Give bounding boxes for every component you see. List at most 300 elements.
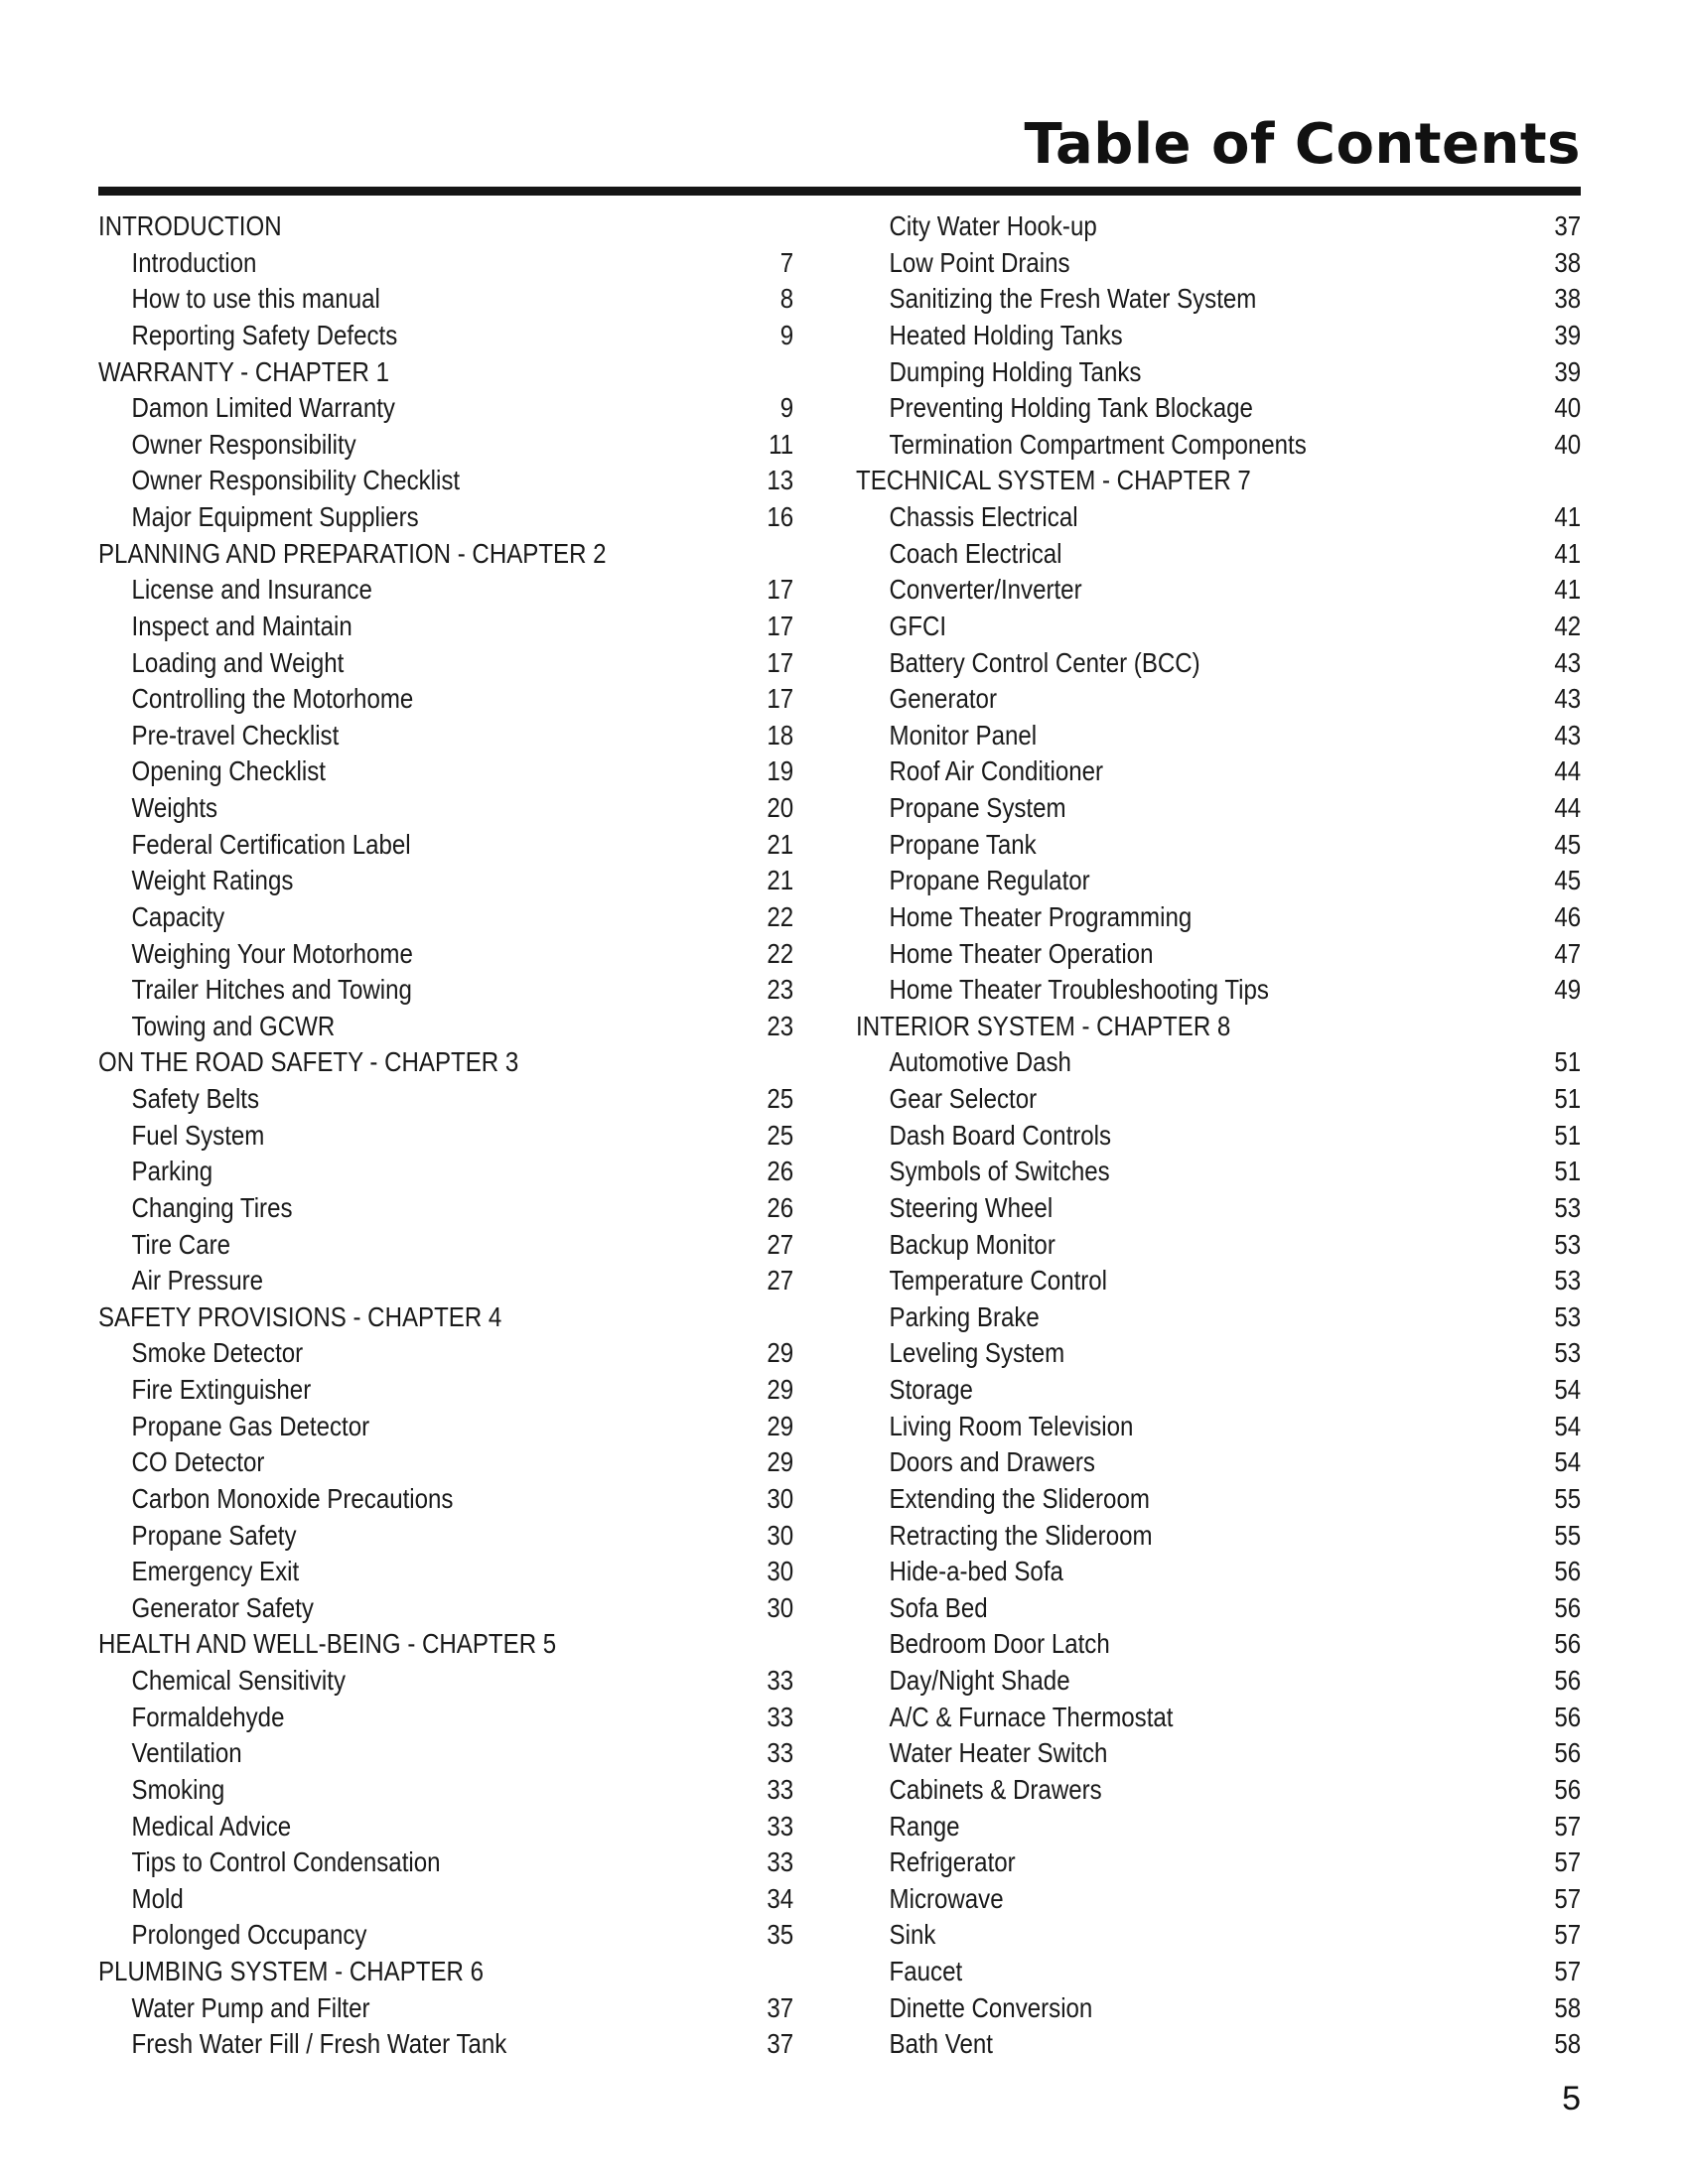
toc-entry[interactable] bbox=[98, 1663, 793, 1700]
entry-title: Medical Advice bbox=[131, 1810, 292, 1842]
entry-page-number: 56 bbox=[1554, 1628, 1582, 1660]
entry-title: Generator Safety bbox=[131, 1591, 314, 1623]
toc-entry[interactable] bbox=[856, 1663, 1581, 1700]
entry-page-number: 33 bbox=[767, 1665, 794, 1696]
toc-entry[interactable] bbox=[856, 245, 1581, 282]
toc-entry[interactable] bbox=[856, 972, 1581, 1009]
toc-entry[interactable] bbox=[98, 609, 793, 645]
entry-page-number: 55 bbox=[1554, 1482, 1582, 1514]
entry-title: Emergency Exit bbox=[131, 1556, 300, 1587]
entry-title: Ventilation bbox=[131, 1737, 242, 1769]
toc-entry[interactable] bbox=[856, 1227, 1581, 1264]
entry-page-number: 51 bbox=[1554, 1156, 1582, 1187]
entry-page-number: 30 bbox=[767, 1556, 794, 1587]
entry-page-number: 27 bbox=[767, 1265, 794, 1297]
entry-title: Storage bbox=[889, 1374, 973, 1405]
entry-title: Owner Responsibility bbox=[131, 428, 356, 460]
toc-entry[interactable] bbox=[856, 1554, 1581, 1590]
page-title: Table of Contents bbox=[1024, 112, 1581, 177]
entry-title: Weighing Your Motorhome bbox=[131, 937, 413, 969]
toc-chapter-heading[interactable] bbox=[98, 536, 793, 573]
toc-entry[interactable] bbox=[856, 753, 1581, 790]
entry-page-number: 53 bbox=[1554, 1337, 1582, 1369]
entry-page-number: 17 bbox=[767, 574, 794, 606]
entry-page-number: 53 bbox=[1554, 1300, 1582, 1332]
entry-title: Automotive Dash bbox=[889, 1046, 1071, 1078]
entry-title: Fresh Water Fill / Fresh Water Tank bbox=[131, 2028, 507, 2060]
toc-entry[interactable] bbox=[856, 1917, 1581, 1954]
entry-page-number: 25 bbox=[767, 1083, 794, 1114]
toc-entry[interactable] bbox=[98, 318, 793, 354]
entry-page-number: 46 bbox=[1554, 900, 1582, 932]
entry-title: Roof Air Conditioner bbox=[889, 755, 1104, 787]
entry-page-number: 51 bbox=[1554, 1083, 1582, 1114]
entry-page-number: 22 bbox=[767, 900, 794, 932]
entry-page-number: 57 bbox=[1554, 1882, 1582, 1914]
entry-page-number: 39 bbox=[1554, 355, 1582, 387]
entry-page-number: 30 bbox=[767, 1591, 794, 1623]
toc-entry[interactable] bbox=[856, 645, 1581, 682]
entry-title: Sink bbox=[889, 1919, 936, 1951]
chapter-title: PLANNING AND PREPARATION - CHAPTER 2 bbox=[98, 537, 607, 569]
chapter-title: ON THE ROAD SAFETY - CHAPTER 3 bbox=[98, 1046, 519, 1078]
chapter-title: HEALTH AND WELL-BEING - CHAPTER 5 bbox=[98, 1628, 557, 1660]
toc-entry[interactable] bbox=[856, 681, 1581, 718]
entry-title: Faucet bbox=[889, 1956, 963, 1986]
chapter-title: INTERIOR SYSTEM - CHAPTER 8 bbox=[856, 1010, 1231, 1041]
toc-entry[interactable] bbox=[98, 2026, 793, 2063]
entry-title: Converter/Inverter bbox=[889, 574, 1082, 606]
entry-title: Home Theater Troubleshooting Tips bbox=[889, 974, 1269, 1006]
toc-entry[interactable] bbox=[98, 1227, 793, 1264]
entry-page-number: 44 bbox=[1554, 792, 1582, 823]
entry-page-number: 41 bbox=[1554, 537, 1582, 569]
entry-page-number: 42 bbox=[1554, 610, 1582, 641]
entry-page-number: 56 bbox=[1554, 1591, 1582, 1623]
entry-page-number: 18 bbox=[767, 719, 794, 751]
toc-chapter-heading[interactable] bbox=[98, 1954, 793, 1990]
entry-page-number: 40 bbox=[1554, 428, 1582, 460]
entry-title: Fire Extinguisher bbox=[131, 1374, 312, 1405]
chapter-title: PLUMBING SYSTEM - CHAPTER 6 bbox=[98, 1956, 485, 1986]
entry-page-number: 23 bbox=[767, 974, 794, 1006]
toc-entry[interactable] bbox=[98, 572, 793, 609]
entry-page-number: 56 bbox=[1554, 1556, 1582, 1587]
toc-chapter-heading[interactable] bbox=[98, 1626, 793, 1663]
toc-entry[interactable] bbox=[98, 281, 793, 318]
entry-title: Gear Selector bbox=[889, 1083, 1038, 1114]
entry-page-number: 11 bbox=[769, 428, 794, 460]
entry-title: Dumping Holding Tanks bbox=[889, 355, 1142, 387]
toc-entry[interactable] bbox=[98, 753, 793, 790]
entry-title: Refrigerator bbox=[889, 1846, 1016, 1878]
toc-entry[interactable] bbox=[856, 1444, 1581, 1481]
entry-title: Propane System bbox=[889, 792, 1066, 823]
entry-page-number: 58 bbox=[1554, 2028, 1582, 2060]
entry-title: Living Room Television bbox=[889, 1410, 1134, 1441]
entry-title: Generator bbox=[889, 683, 997, 715]
entry-page-number: 44 bbox=[1554, 755, 1582, 787]
entry-page-number: 7 bbox=[779, 246, 794, 278]
entry-page-number: 45 bbox=[1554, 865, 1582, 896]
entry-page-number: 49 bbox=[1554, 974, 1582, 1006]
entry-page-number: 56 bbox=[1554, 1665, 1582, 1696]
entry-title: Inspect and Maintain bbox=[131, 610, 352, 641]
entry-title: Propane Gas Detector bbox=[131, 1410, 370, 1441]
entry-title: Chassis Electrical bbox=[889, 501, 1078, 532]
entry-title: Smoke Detector bbox=[131, 1337, 304, 1369]
toc-entry[interactable] bbox=[856, 354, 1581, 391]
entry-title: Steering Wheel bbox=[889, 1191, 1054, 1223]
toc-entry[interactable] bbox=[98, 972, 793, 1009]
toc-left-column bbox=[98, 208, 793, 2063]
entry-page-number: 30 bbox=[767, 1519, 794, 1551]
entry-page-number: 33 bbox=[767, 1810, 794, 1842]
entry-title: Coach Electrical bbox=[889, 537, 1062, 569]
toc-entry[interactable] bbox=[856, 1263, 1581, 1299]
toc-entry[interactable] bbox=[856, 1118, 1581, 1155]
entry-page-number: 34 bbox=[767, 1882, 794, 1914]
entry-page-number: 55 bbox=[1554, 1519, 1582, 1551]
entry-title: Weight Ratings bbox=[131, 865, 294, 896]
entry-title: Towing and GCWR bbox=[131, 1010, 336, 1041]
entry-page-number: 17 bbox=[767, 610, 794, 641]
entry-page-number: 47 bbox=[1554, 937, 1582, 969]
toc-entry[interactable] bbox=[98, 1700, 793, 1736]
entry-page-number: 25 bbox=[767, 1119, 794, 1151]
entry-page-number: 22 bbox=[767, 937, 794, 969]
entry-title: Range bbox=[889, 1810, 960, 1842]
toc-entry[interactable] bbox=[98, 1518, 793, 1555]
entry-page-number: 37 bbox=[767, 1991, 794, 2023]
entry-page-number: 43 bbox=[1554, 719, 1582, 751]
entry-title: A/C & Furnace Thermostat bbox=[889, 1701, 1174, 1732]
entry-title: Owner Responsibility Checklist bbox=[131, 465, 461, 496]
entry-title: Prolonged Occupancy bbox=[131, 1919, 367, 1951]
toc-entry[interactable] bbox=[856, 427, 1581, 464]
entry-title: Propane Tank bbox=[889, 828, 1037, 860]
entry-title: Water Heater Switch bbox=[889, 1737, 1108, 1769]
toc-entry[interactable] bbox=[98, 1809, 793, 1845]
toc-entry[interactable] bbox=[98, 936, 793, 973]
entry-page-number: 43 bbox=[1554, 646, 1582, 678]
entry-page-number: 20 bbox=[767, 792, 794, 823]
entry-title: Backup Monitor bbox=[889, 1228, 1055, 1260]
toc-entry[interactable] bbox=[856, 1954, 1581, 1990]
entry-page-number: 39 bbox=[1554, 319, 1582, 350]
toc-entry[interactable] bbox=[98, 863, 793, 899]
entry-title: Water Pump and Filter bbox=[131, 1991, 370, 2023]
toc-entry[interactable] bbox=[856, 1335, 1581, 1372]
entry-title: Chemical Sensitivity bbox=[131, 1665, 346, 1696]
toc-chapter-heading[interactable] bbox=[98, 208, 793, 245]
toc-entry[interactable] bbox=[98, 1154, 793, 1190]
entry-page-number: 23 bbox=[767, 1010, 794, 1041]
entry-title: Day/Night Shade bbox=[889, 1665, 1070, 1696]
entry-page-number: 35 bbox=[767, 1919, 794, 1951]
entry-title: Weights bbox=[131, 792, 218, 823]
toc-entry[interactable] bbox=[98, 1081, 793, 1118]
entry-title: Doors and Drawers bbox=[889, 1446, 1095, 1478]
toc-entry[interactable] bbox=[98, 827, 793, 864]
entry-title: Tire Care bbox=[131, 1228, 231, 1260]
toc-entry[interactable] bbox=[856, 1844, 1581, 1881]
entry-page-number: 29 bbox=[767, 1337, 794, 1369]
toc-entry[interactable] bbox=[98, 1444, 793, 1481]
entry-page-number: 21 bbox=[767, 828, 794, 860]
entry-page-number: 41 bbox=[1554, 574, 1582, 606]
toc-entry[interactable] bbox=[856, 1590, 1581, 1627]
entry-title: Leveling System bbox=[889, 1337, 1065, 1369]
toc-entry[interactable] bbox=[856, 827, 1581, 864]
entry-page-number: 19 bbox=[767, 755, 794, 787]
entry-page-number: 51 bbox=[1554, 1046, 1582, 1078]
entry-title: How to use this manual bbox=[131, 283, 380, 315]
toc-entry[interactable] bbox=[856, 281, 1581, 318]
entry-title: Microwave bbox=[889, 1882, 1004, 1914]
entry-page-number: 13 bbox=[767, 465, 794, 496]
entry-title: Parking bbox=[131, 1156, 213, 1187]
toc-entry[interactable] bbox=[98, 681, 793, 718]
entry-page-number: 16 bbox=[767, 501, 794, 532]
toc-entry[interactable] bbox=[856, 1190, 1581, 1227]
toc-entry[interactable] bbox=[856, 1081, 1581, 1118]
entry-page-number: 17 bbox=[767, 646, 794, 678]
toc-entry[interactable] bbox=[856, 1881, 1581, 1918]
toc-entry[interactable] bbox=[856, 1700, 1581, 1736]
toc-entry[interactable] bbox=[856, 1518, 1581, 1555]
toc-entry[interactable] bbox=[98, 899, 793, 936]
entry-page-number: 29 bbox=[767, 1446, 794, 1478]
entry-title: Retracting the Slideroom bbox=[889, 1519, 1153, 1551]
entry-page-number: 33 bbox=[767, 1773, 794, 1805]
chapter-title: WARRANTY - CHAPTER 1 bbox=[98, 355, 390, 387]
toc-entry[interactable] bbox=[98, 1772, 793, 1809]
entry-title: Home Theater Operation bbox=[889, 937, 1154, 969]
toc-entry[interactable] bbox=[856, 572, 1581, 609]
entry-title: Sofa Bed bbox=[889, 1591, 988, 1623]
entry-page-number: 45 bbox=[1554, 828, 1582, 860]
toc-entry[interactable] bbox=[856, 390, 1581, 427]
entry-page-number: 9 bbox=[779, 319, 794, 350]
toc-entry[interactable] bbox=[98, 499, 793, 536]
entry-title: Formaldehyde bbox=[131, 1701, 285, 1732]
entry-title: Tips to Control Condensation bbox=[131, 1846, 441, 1878]
entry-title: Fuel System bbox=[131, 1119, 265, 1151]
entry-title: Heated Holding Tanks bbox=[889, 319, 1123, 350]
toc-entry[interactable] bbox=[856, 208, 1581, 245]
page-number: 5 bbox=[1562, 2080, 1581, 2117]
toc-entry[interactable] bbox=[98, 1481, 793, 1518]
toc-entry[interactable] bbox=[98, 1554, 793, 1590]
entry-title: Propane Safety bbox=[131, 1519, 297, 1551]
toc-entry[interactable] bbox=[856, 1299, 1581, 1336]
entry-title: Dinette Conversion bbox=[889, 1991, 1093, 2023]
entry-page-number: 27 bbox=[767, 1228, 794, 1260]
toc-entry[interactable] bbox=[98, 245, 793, 282]
entry-page-number: 54 bbox=[1554, 1446, 1582, 1478]
entry-title: Federal Certification Label bbox=[131, 828, 411, 860]
toc-right-column bbox=[856, 208, 1581, 2063]
chapter-title: INTRODUCTION bbox=[98, 210, 282, 241]
entry-title: Pre-travel Checklist bbox=[131, 719, 340, 751]
entry-title: CO Detector bbox=[131, 1446, 265, 1478]
entry-title: Loading and Weight bbox=[131, 646, 345, 678]
toc-entry[interactable] bbox=[856, 318, 1581, 354]
entry-title: City Water Hook-up bbox=[889, 210, 1097, 241]
toc-entry[interactable] bbox=[98, 1917, 793, 1954]
entry-title: Extending the Slideroom bbox=[889, 1482, 1150, 1514]
toc-entry[interactable] bbox=[98, 1372, 793, 1409]
toc-entry[interactable] bbox=[98, 718, 793, 754]
entry-page-number: 26 bbox=[767, 1156, 794, 1187]
entry-title: Major Equipment Suppliers bbox=[131, 501, 419, 532]
entry-title: Opening Checklist bbox=[131, 755, 326, 787]
toc-entry[interactable] bbox=[856, 936, 1581, 973]
entry-page-number: 54 bbox=[1554, 1374, 1582, 1405]
entry-page-number: 43 bbox=[1554, 683, 1582, 715]
entry-title: Controlling the Motorhome bbox=[131, 683, 414, 715]
entry-title: Air Pressure bbox=[131, 1265, 264, 1297]
entry-title: Cabinets & Drawers bbox=[889, 1773, 1102, 1805]
entry-page-number: 41 bbox=[1554, 501, 1582, 532]
entry-title: Smoking bbox=[131, 1773, 225, 1805]
entry-page-number: 56 bbox=[1554, 1701, 1582, 1732]
entry-title: Safety Belts bbox=[131, 1083, 260, 1114]
entry-title: Symbols of Switches bbox=[889, 1156, 1110, 1187]
toc-entry[interactable] bbox=[856, 1809, 1581, 1845]
toc-entry[interactable] bbox=[856, 2026, 1581, 2063]
entry-page-number: 29 bbox=[767, 1410, 794, 1441]
toc-entry[interactable] bbox=[98, 1990, 793, 2027]
entry-page-number: 57 bbox=[1554, 1846, 1582, 1878]
entry-page-number: 51 bbox=[1554, 1119, 1582, 1151]
toc-chapter-heading[interactable] bbox=[98, 1044, 793, 1081]
toc-entry[interactable] bbox=[856, 1372, 1581, 1409]
entry-title: Propane Regulator bbox=[889, 865, 1090, 896]
entry-page-number: 38 bbox=[1554, 246, 1582, 278]
toc-entry[interactable] bbox=[856, 863, 1581, 899]
entry-title: Sanitizing the Fresh Water System bbox=[889, 283, 1257, 315]
entry-page-number: 57 bbox=[1554, 1919, 1582, 1951]
entry-page-number: 38 bbox=[1554, 283, 1582, 315]
toc-entry[interactable] bbox=[856, 790, 1581, 827]
chapter-title: SAFETY PROVISIONS - CHAPTER 4 bbox=[98, 1300, 502, 1332]
entry-page-number: 26 bbox=[767, 1191, 794, 1223]
entry-title: Home Theater Programming bbox=[889, 900, 1193, 932]
toc-chapter-heading[interactable] bbox=[856, 463, 1581, 499]
toc-entry[interactable] bbox=[856, 1735, 1581, 1772]
toc-entry[interactable] bbox=[98, 645, 793, 682]
entry-page-number: 21 bbox=[767, 865, 794, 896]
toc-chapter-heading[interactable] bbox=[856, 1009, 1581, 1045]
entry-title: Parking Brake bbox=[889, 1300, 1040, 1332]
toc-entry[interactable] bbox=[98, 790, 793, 827]
toc-entry[interactable] bbox=[856, 1409, 1581, 1445]
toc-entry[interactable] bbox=[98, 463, 793, 499]
toc-entry[interactable] bbox=[856, 1481, 1581, 1518]
toc-entry[interactable] bbox=[98, 1735, 793, 1772]
toc-chapter-heading[interactable] bbox=[98, 354, 793, 391]
entry-title: Bedroom Door Latch bbox=[889, 1628, 1110, 1660]
entry-page-number: 37 bbox=[767, 2028, 794, 2060]
entry-title: Battery Control Center (BCC) bbox=[889, 646, 1200, 678]
entry-title: Bath Vent bbox=[889, 2028, 993, 2060]
entry-page-number: 29 bbox=[767, 1374, 794, 1405]
entry-title: Reporting Safety Defects bbox=[131, 319, 398, 350]
toc-entry[interactable] bbox=[98, 427, 793, 464]
toc-entry[interactable] bbox=[98, 1590, 793, 1627]
entry-title: Damon Limited Warranty bbox=[131, 392, 395, 424]
toc-entry[interactable] bbox=[98, 1881, 793, 1918]
entry-page-number: 56 bbox=[1554, 1737, 1582, 1769]
entry-title: Monitor Panel bbox=[889, 719, 1038, 751]
entry-page-number: 53 bbox=[1554, 1265, 1582, 1297]
toc-entry[interactable] bbox=[98, 1263, 793, 1299]
entry-title: Termination Compartment Components bbox=[889, 428, 1307, 460]
entry-page-number: 54 bbox=[1554, 1410, 1582, 1441]
toc-entry[interactable] bbox=[98, 1335, 793, 1372]
entry-page-number: 53 bbox=[1554, 1191, 1582, 1223]
entry-title: Capacity bbox=[131, 900, 225, 932]
entry-title: Low Point Drains bbox=[889, 246, 1070, 278]
entry-title: Trailer Hitches and Towing bbox=[131, 974, 412, 1006]
entry-page-number: 33 bbox=[767, 1701, 794, 1732]
chapter-title: TECHNICAL SYSTEM - CHAPTER 7 bbox=[856, 465, 1251, 496]
entry-page-number: 57 bbox=[1554, 1810, 1582, 1842]
toc-entry[interactable] bbox=[856, 1044, 1581, 1081]
entry-page-number: 56 bbox=[1554, 1773, 1582, 1805]
toc-entry[interactable] bbox=[856, 1772, 1581, 1809]
toc-entry[interactable] bbox=[856, 609, 1581, 645]
toc-entry[interactable] bbox=[98, 1844, 793, 1881]
entry-page-number: 57 bbox=[1554, 1956, 1582, 1986]
entry-page-number: 33 bbox=[767, 1737, 794, 1769]
entry-title: GFCI bbox=[889, 610, 947, 641]
entry-title: Preventing Holding Tank Blockage bbox=[889, 392, 1253, 424]
entry-page-number: 40 bbox=[1554, 392, 1582, 424]
entry-page-number: 9 bbox=[779, 392, 794, 424]
entry-page-number: 37 bbox=[1554, 210, 1582, 241]
entry-page-number: 53 bbox=[1554, 1228, 1582, 1260]
entry-page-number: 33 bbox=[767, 1846, 794, 1878]
toc-entry[interactable] bbox=[98, 1409, 793, 1445]
toc-entry[interactable] bbox=[856, 499, 1581, 536]
toc-entry[interactable] bbox=[98, 1190, 793, 1227]
toc-entry[interactable] bbox=[856, 1990, 1581, 2027]
entry-title: Changing Tires bbox=[131, 1191, 293, 1223]
entry-title: Carbon Monoxide Precautions bbox=[131, 1482, 454, 1514]
toc-entry[interactable] bbox=[98, 1009, 793, 1045]
toc-entry[interactable] bbox=[856, 718, 1581, 754]
toc-entry[interactable] bbox=[856, 1154, 1581, 1190]
entry-title: Mold bbox=[131, 1882, 184, 1914]
entry-title: Dash Board Controls bbox=[889, 1119, 1112, 1151]
entry-page-number: 30 bbox=[767, 1482, 794, 1514]
entry-page-number: 8 bbox=[779, 283, 794, 315]
toc-entry[interactable] bbox=[98, 1118, 793, 1155]
toc-entry[interactable] bbox=[856, 536, 1581, 573]
toc-entry[interactable] bbox=[856, 1626, 1581, 1663]
entry-title: Hide-a-bed Sofa bbox=[889, 1556, 1063, 1587]
entry-title: Temperature Control bbox=[889, 1265, 1108, 1297]
entry-page-number: 17 bbox=[767, 683, 794, 715]
toc-entry[interactable] bbox=[98, 390, 793, 427]
toc-entry[interactable] bbox=[856, 899, 1581, 936]
entry-title: Introduction bbox=[131, 246, 257, 278]
toc-chapter-heading[interactable] bbox=[98, 1299, 793, 1336]
entry-page-number: 58 bbox=[1554, 1991, 1582, 2023]
